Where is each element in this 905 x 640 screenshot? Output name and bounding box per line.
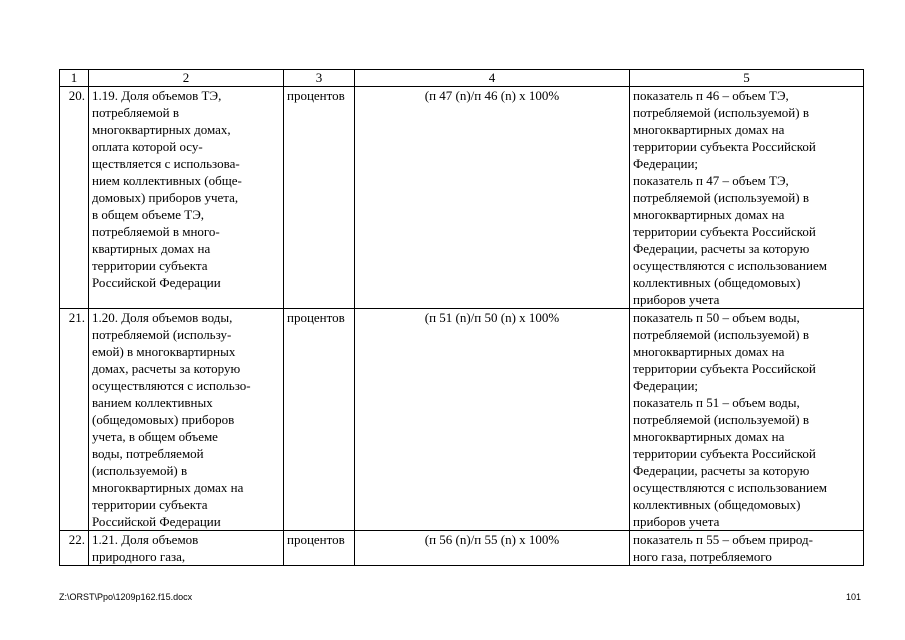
indicator-name: 1.20. Доля объемов воды, потребляемой (использу- емой) в многоквартирных домах, расчеты за которую осуществляются с использо- ванием коллективных (общедомовых) приборов учета, в общем объеме воды, потребляемой (используемой) в многоквартирных домах на территории субъекта Российской Федерации: [89, 309, 284, 531]
header-col-4: 4: [355, 70, 630, 87]
footer-page-number: 101: [845, 592, 861, 602]
row-number: 20.: [60, 87, 89, 309]
header-col-3: 3: [284, 70, 355, 87]
row-number: 21.: [60, 309, 89, 531]
formula-cell: (п 51 (n)/п 50 (n) x 100%: [355, 309, 630, 531]
header-col-2: 2: [89, 70, 284, 87]
unit-cell: процентов: [284, 309, 355, 531]
footer-file-path: Z:\ORST\Ppo\1209p162.f15.docx: [59, 592, 193, 602]
formula-cell: (п 56 (n)/п 55 (n) x 100%: [355, 531, 630, 566]
row-number: 22.: [60, 531, 89, 566]
description-cell: показатель п 55 – объем природ- ного газа, потребляемого: [630, 531, 864, 566]
description-cell: показатель п 46 – объем ТЭ, потребляемой (используемой) в многоквартирных домах на территории субъекта Российской Федерации; показатель п 47 – объем ТЭ, потребляемой (используемой) в многоквартирных домах на территории субъекта Российской Федерации, расчеты за которую осуществляются с использованием коллективных (общедомовых) приборов учета: [630, 87, 864, 309]
unit-cell: процентов: [284, 531, 355, 566]
formula-cell: (п 47 (n)/п 46 (n) x 100%: [355, 87, 630, 309]
description-cell: показатель п 50 – объем воды, потребляемой (используемой) в многоквартирных домах на территории субъекта Российской Федерации; показатель п 51 – объем воды, потребляемой (используемой) в многоквартирных домах на территории субъекта Российской Федерации, расчеты за которую осуществляются с использованием коллективных (общедомовых) приборов учета: [630, 309, 864, 531]
indicator-name: 1.21. Доля объемов природного газа,: [89, 531, 284, 566]
indicator-table: [59, 69, 864, 566]
indicator-name: 1.19. Доля объемов ТЭ, потребляемой в многоквартирных домах, оплата которой осу- ществляется с использова- нием коллективных (обще- домовых) приборов учета, в общем объеме ТЭ, потребляемой в много- квартирных домах на территории субъекта Российской Федерации: [89, 87, 284, 309]
header-col-1: 1: [60, 70, 89, 87]
table-row: [60, 531, 864, 566]
header-col-5: 5: [630, 70, 864, 87]
table-row: [60, 309, 864, 531]
unit-cell: процентов: [284, 87, 355, 309]
table-header-row: [60, 70, 864, 87]
table-row: [60, 87, 864, 309]
